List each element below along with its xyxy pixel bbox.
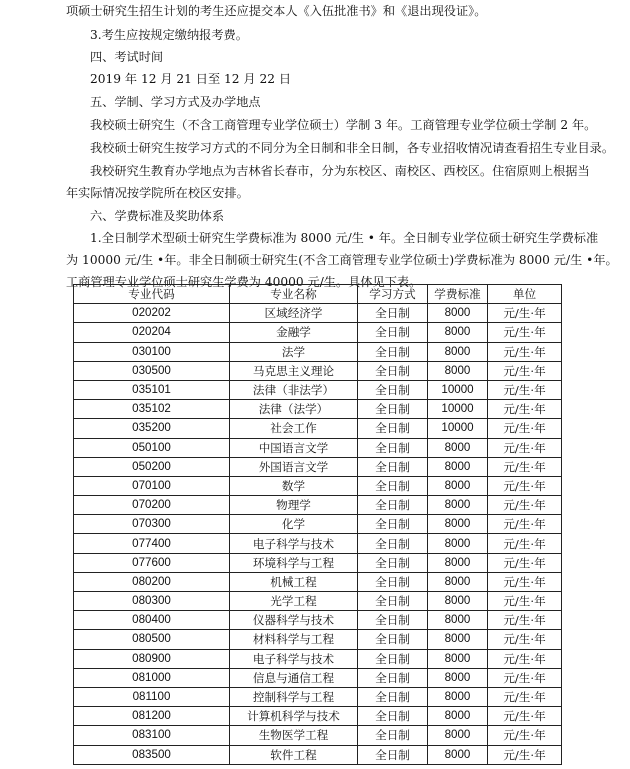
table-row xyxy=(74,476,562,495)
name-cell: 法学 xyxy=(230,342,358,361)
unit-cell: 元/生·年 xyxy=(488,707,562,726)
paragraph-campus-cont: 年实际情况按学院所在校区安排。 xyxy=(66,186,249,200)
mode-cell: 全日制 xyxy=(358,726,428,745)
paragraph-tuition-2: 为 10000 元/生 •年。非全日制硕士研究生(不含工商管理专业学位硕士)学费标准为 8000 元/生 •年。 xyxy=(66,253,618,267)
fee-cell: 10000 xyxy=(428,400,488,419)
code-cell: 035101 xyxy=(74,380,230,399)
name-cell: 电子科学与技术 xyxy=(230,534,358,553)
mode-cell: 全日制 xyxy=(358,342,428,361)
code-cell: 050200 xyxy=(74,457,230,476)
unit-cell: 元/生·年 xyxy=(488,342,562,361)
name-cell: 计算机科学与技术 xyxy=(230,707,358,726)
header-unit: 单位 xyxy=(488,285,562,304)
unit-cell: 元/生·年 xyxy=(488,457,562,476)
fee-cell: 8000 xyxy=(428,726,488,745)
mode-cell: 全日制 xyxy=(358,630,428,649)
tuition-table xyxy=(73,284,562,765)
unit-cell: 元/生·年 xyxy=(488,572,562,591)
mode-cell: 全日制 xyxy=(358,572,428,591)
unit-cell: 元/生·年 xyxy=(488,668,562,687)
code-cell: 020202 xyxy=(74,304,230,323)
fee-cell: 10000 xyxy=(428,419,488,438)
unit-cell: 元/生·年 xyxy=(488,515,562,534)
name-cell: 信息与通信工程 xyxy=(230,668,358,687)
section-heading-schooling: 五、学制、学习方式及办学地点 xyxy=(90,95,261,109)
paragraph-tuition-3: 工商管理专业学位硕士研究生学费为 40000 元/生。具体见下表。 xyxy=(66,275,422,289)
paragraph-fee-note: 3.考生应按规定缴纳报考费。 xyxy=(90,28,248,42)
unit-cell: 元/生·年 xyxy=(488,534,562,553)
mode-cell: 全日制 xyxy=(358,304,428,323)
code-cell: 081200 xyxy=(74,707,230,726)
code-cell: 077400 xyxy=(74,534,230,553)
table-row xyxy=(74,380,562,399)
code-cell: 083100 xyxy=(74,726,230,745)
code-cell: 080200 xyxy=(74,572,230,591)
name-cell: 社会工作 xyxy=(230,419,358,438)
paragraph-study-length: 我校硕士研究生（不含工商管理专业学位硕士）学制 3 年。工商管理专业学位硕士学制 2 年。 xyxy=(90,118,597,132)
table-row xyxy=(74,687,562,706)
fee-cell: 8000 xyxy=(428,707,488,726)
name-cell: 区域经济学 xyxy=(230,304,358,323)
table-row xyxy=(74,323,562,342)
unit-cell: 元/生·年 xyxy=(488,380,562,399)
code-cell: 030100 xyxy=(74,342,230,361)
paragraph-tuition-1: 1.全日制学术型硕士研究生学费标准为 8000 元/生 • 年。全日制专业学位硕士研究生学费标准 xyxy=(90,231,599,245)
table-row xyxy=(74,745,562,764)
code-cell: 070100 xyxy=(74,476,230,495)
table-row xyxy=(74,400,562,419)
table-row xyxy=(74,726,562,745)
unit-cell: 元/生·年 xyxy=(488,496,562,515)
table-row xyxy=(74,438,562,457)
unit-cell: 元/生·年 xyxy=(488,726,562,745)
table-row xyxy=(74,361,562,380)
mode-cell: 全日制 xyxy=(358,534,428,553)
fee-cell: 8000 xyxy=(428,304,488,323)
name-cell: 法律（非法学） xyxy=(230,380,358,399)
mode-cell: 全日制 xyxy=(358,707,428,726)
code-cell: 081000 xyxy=(74,668,230,687)
code-cell: 030500 xyxy=(74,361,230,380)
code-cell: 083500 xyxy=(74,745,230,764)
table-row xyxy=(74,457,562,476)
header-fee: 学费标准 xyxy=(428,285,488,304)
mode-cell: 全日制 xyxy=(358,476,428,495)
fee-cell: 8000 xyxy=(428,496,488,515)
name-cell: 生物医学工程 xyxy=(230,726,358,745)
mode-cell: 全日制 xyxy=(358,457,428,476)
fee-cell: 8000 xyxy=(428,457,488,476)
name-cell: 金融学 xyxy=(230,323,358,342)
table-row xyxy=(74,515,562,534)
name-cell: 物理学 xyxy=(230,496,358,515)
mode-cell: 全日制 xyxy=(358,668,428,687)
mode-cell: 全日制 xyxy=(358,687,428,706)
name-cell: 外国语言文学 xyxy=(230,457,358,476)
code-cell: 077600 xyxy=(74,553,230,572)
code-cell: 035102 xyxy=(74,400,230,419)
mode-cell: 全日制 xyxy=(358,745,428,764)
code-cell: 080400 xyxy=(74,611,230,630)
code-cell: 080500 xyxy=(74,630,230,649)
fee-cell: 8000 xyxy=(428,649,488,668)
mode-cell: 全日制 xyxy=(358,515,428,534)
table-row xyxy=(74,534,562,553)
name-cell: 材料科学与工程 xyxy=(230,630,358,649)
fee-cell: 8000 xyxy=(428,611,488,630)
fee-cell: 8000 xyxy=(428,323,488,342)
fee-cell: 8000 xyxy=(428,476,488,495)
section-heading-exam-time: 四、考试时间 xyxy=(90,50,164,64)
mode-cell: 全日制 xyxy=(358,496,428,515)
table-row xyxy=(74,553,562,572)
name-cell: 环境科学与工程 xyxy=(230,553,358,572)
paragraph-exam-date: 2019 年 12 月 21 日至 12 月 22 日 xyxy=(90,72,292,86)
mode-cell: 全日制 xyxy=(358,419,428,438)
fee-cell: 8000 xyxy=(428,342,488,361)
code-cell: 070300 xyxy=(74,515,230,534)
fee-cell: 8000 xyxy=(428,668,488,687)
paragraph-study-mode: 我校硕士研究生按学习方式的不同分为全日制和非全日制，各专业招收情况请查看招生专业目录。 xyxy=(90,141,615,155)
name-cell: 机械工程 xyxy=(230,572,358,591)
unit-cell: 元/生·年 xyxy=(488,592,562,611)
table-row xyxy=(74,611,562,630)
name-cell: 法律（法学） xyxy=(230,400,358,419)
name-cell: 数学 xyxy=(230,476,358,495)
name-cell: 马克思主义理论 xyxy=(230,361,358,380)
unit-cell: 元/生·年 xyxy=(488,476,562,495)
unit-cell: 元/生·年 xyxy=(488,438,562,457)
table-row xyxy=(74,592,562,611)
unit-cell: 元/生·年 xyxy=(488,419,562,438)
unit-cell: 元/生·年 xyxy=(488,649,562,668)
name-cell: 控制科学与工程 xyxy=(230,687,358,706)
unit-cell: 元/生·年 xyxy=(488,611,562,630)
mode-cell: 全日制 xyxy=(358,438,428,457)
fee-cell: 8000 xyxy=(428,687,488,706)
fee-cell: 8000 xyxy=(428,553,488,572)
code-cell: 035200 xyxy=(74,419,230,438)
unit-cell: 元/生·年 xyxy=(488,745,562,764)
header-name: 专业名称 xyxy=(230,285,358,304)
table-row xyxy=(74,630,562,649)
mode-cell: 全日制 xyxy=(358,649,428,668)
mode-cell: 全日制 xyxy=(358,592,428,611)
name-cell: 中国语言文学 xyxy=(230,438,358,457)
code-cell: 020204 xyxy=(74,323,230,342)
name-cell: 仪器科学与技术 xyxy=(230,611,358,630)
table-row xyxy=(74,572,562,591)
header-code: 专业代码 xyxy=(74,285,230,304)
table-row xyxy=(74,668,562,687)
code-cell: 080900 xyxy=(74,649,230,668)
fee-cell: 8000 xyxy=(428,361,488,380)
name-cell: 化学 xyxy=(230,515,358,534)
section-heading-tuition: 六、学费标准及奖助体系 xyxy=(90,209,225,223)
mode-cell: 全日制 xyxy=(358,380,428,399)
mode-cell: 全日制 xyxy=(358,553,428,572)
name-cell: 光学工程 xyxy=(230,592,358,611)
unit-cell: 元/生·年 xyxy=(488,400,562,419)
table-row xyxy=(74,419,562,438)
fee-cell: 8000 xyxy=(428,515,488,534)
mode-cell: 全日制 xyxy=(358,400,428,419)
fee-cell: 8000 xyxy=(428,572,488,591)
fee-cell: 8000 xyxy=(428,592,488,611)
table-row xyxy=(74,707,562,726)
unit-cell: 元/生·年 xyxy=(488,361,562,380)
table-row xyxy=(74,342,562,361)
table-header-row xyxy=(74,285,562,304)
unit-cell: 元/生·年 xyxy=(488,553,562,572)
paragraph-campus: 我校研究生教育办学地点为吉林省长春市，分为东校区、南校区、西校区。住宿原则上根据当 xyxy=(90,164,590,178)
table-row xyxy=(74,304,562,323)
code-cell: 070200 xyxy=(74,496,230,515)
header-mode: 学习方式 xyxy=(358,285,428,304)
unit-cell: 元/生·年 xyxy=(488,323,562,342)
fee-cell: 8000 xyxy=(428,438,488,457)
name-cell: 软件工程 xyxy=(230,745,358,764)
fee-cell: 8000 xyxy=(428,745,488,764)
mode-cell: 全日制 xyxy=(358,611,428,630)
code-cell: 081100 xyxy=(74,687,230,706)
table-row xyxy=(74,649,562,668)
fee-cell: 8000 xyxy=(428,630,488,649)
name-cell: 电子科学与技术 xyxy=(230,649,358,668)
unit-cell: 元/生·年 xyxy=(488,630,562,649)
code-cell: 080300 xyxy=(74,592,230,611)
mode-cell: 全日制 xyxy=(358,323,428,342)
fee-cell: 8000 xyxy=(428,534,488,553)
unit-cell: 元/生·年 xyxy=(488,687,562,706)
fee-cell: 10000 xyxy=(428,380,488,399)
table-row xyxy=(74,496,562,515)
unit-cell: 元/生·年 xyxy=(488,304,562,323)
code-cell: 050100 xyxy=(74,438,230,457)
paragraph-continuation: 项硕士研究生招生计划的考生还应提交本人《入伍批准书》和《退出现役证》。 xyxy=(66,4,487,18)
mode-cell: 全日制 xyxy=(358,361,428,380)
